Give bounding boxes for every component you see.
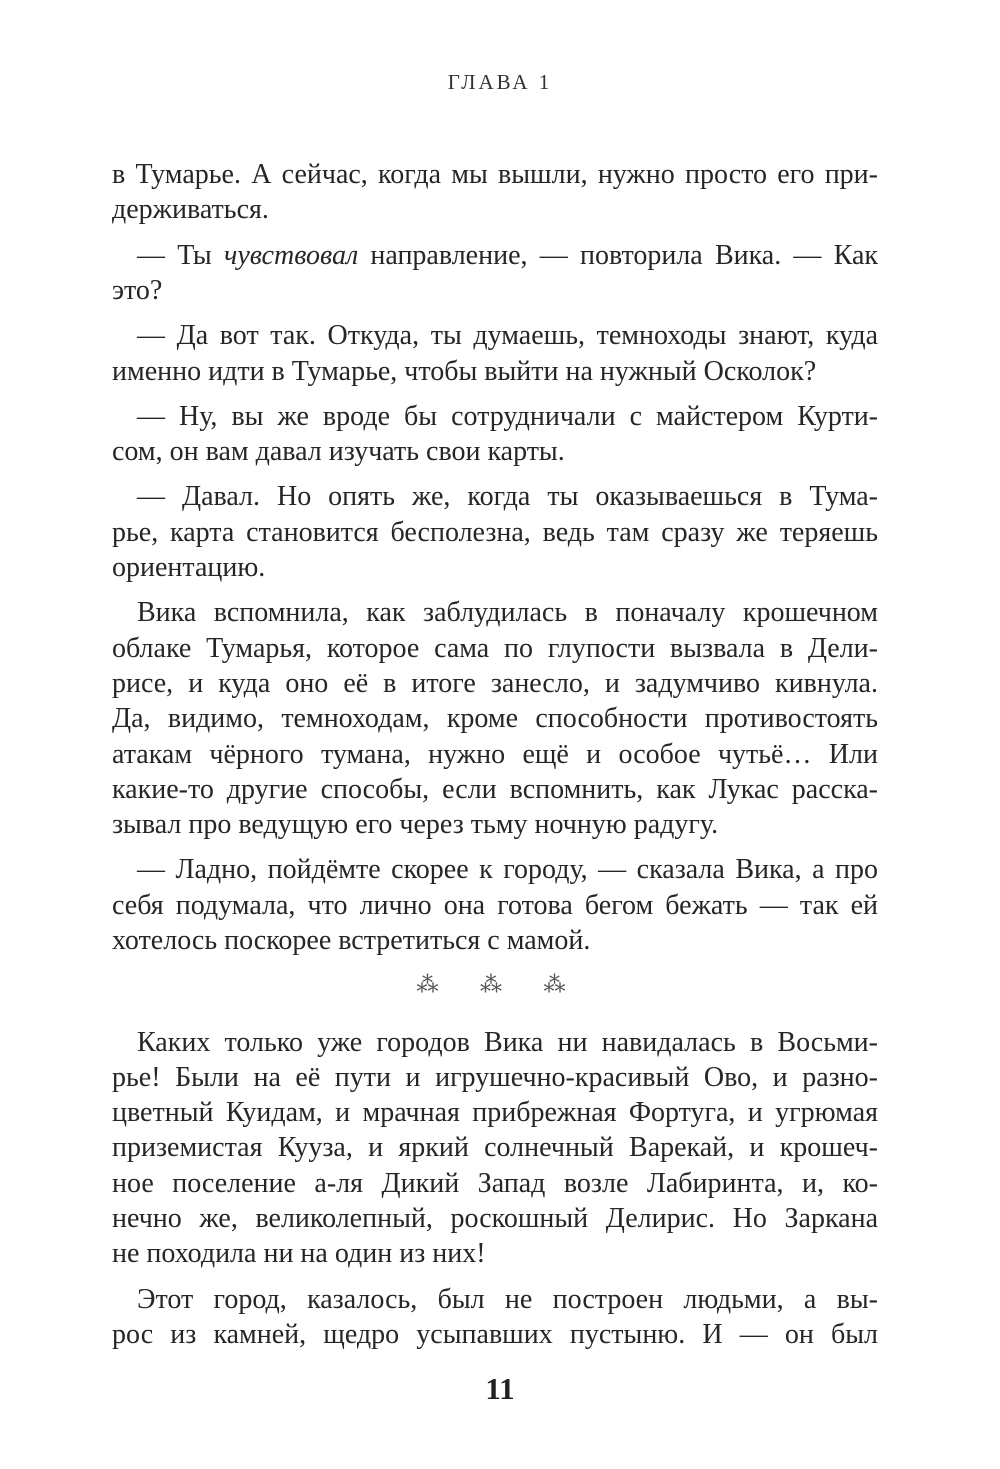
text-line: рье, карта становится бесполезна, ведь там сразу же теряешь [112,516,878,548]
italic-word: чувствовал [223,239,359,271]
text-line: — Да вот так. Откуда, ты думаешь, темноходы знают, куда [137,320,878,352]
text-line: облаке Тумарья, которое сама по глупости вызвала в Дели- [112,632,878,664]
text-span: направление, — повторила Вика. — Как [358,239,878,271]
page-number: 11 [485,1371,515,1406]
text-line: рисе, и куда оно её в итоге занесло, и задумчиво кивнула. [112,667,878,699]
text-line [137,239,878,273]
text-line: сом, он вам давал изучать свои карты. [112,436,565,468]
text-line: Да, видимо, темноходам, кроме способности противостоять [112,703,878,735]
text-span: — Ты [137,239,224,271]
text-line: рье! Были на её пути и игрушечно-красивый Ово, и разно- [112,1061,878,1093]
text-line: не походила ни на один из них! [112,1238,486,1270]
text-line: цветный Куидам, и мрачная прибрежная Фортуга, и угрюмая [112,1097,878,1129]
text-line: ное поселение а-ля Дикий Запад возле Лабиринта, и, ко- [112,1167,878,1199]
text-line: Каких только уже городов Вика ни навидалась в Восьми- [137,1026,878,1058]
text-line: в Тумарье. А сейчас, когда мы вышли, нужно просто его при- [112,159,878,190]
text-line: — Ладно, пойдёмте скорее к городу, — сказала Вика, а про [137,854,878,886]
text-line: это? [112,274,163,306]
text-line: — Давал. Но опять же, когда ты оказываешься в Тума- [137,481,878,513]
text-line: хотелось поскорее встретиться с мамой. [112,925,591,957]
text-line: Вика вспомнила, как заблудилась в поначалу крошечном [137,597,878,629]
text-line: держиваться. [112,194,269,226]
text-line: какие-то другие способы, если вспомнить, как Лукас расска- [112,773,878,805]
text-line: приземистая Кууза, и яркий солнечный Варекай, и крошеч- [112,1132,878,1164]
text-line: именно идти в Тумарье, чтобы выйти на нужный Осколок? [112,355,817,387]
text-line: себя подумала, что лично она готова бегом бежать — так ей [112,889,878,921]
text-line: зывал про ведущую его через тьму ночную радугу. [112,809,719,841]
text-line: Этот город, казалось, был не построен людьми, а вы- [137,1283,878,1315]
running-header: ГЛАВА 1 [447,70,553,94]
text-line: — Ну, вы же вроде бы сотрудничали с майстером Курти- [137,400,878,432]
section-separator: ⁂ ⁂ ⁂ [416,972,584,998]
text-line: ориентацию. [112,552,266,583]
text-line: нечно же, великолепный, роскошный Делирис. Но Заркана [112,1203,878,1235]
text-line: рос из камней, щедро усыпавших пустыню. И — он был [112,1319,878,1350]
text-line: атакам чёрного тумана, нужно ещё и особое чутьё… Или [112,738,878,770]
